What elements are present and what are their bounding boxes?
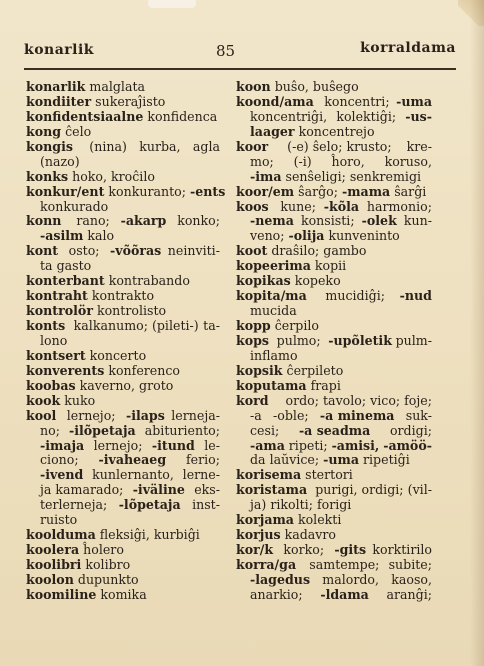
headword: kord (236, 392, 269, 408)
definition-text: ciono; (40, 452, 79, 468)
paper-tab (148, 0, 196, 8)
headword: -gits (334, 542, 367, 558)
headword: konn (26, 213, 62, 229)
dictionary-line (236, 379, 432, 394)
dictionary-line (236, 155, 432, 170)
definition-text: no; (40, 422, 60, 438)
definition-text: (nina) (85, 138, 127, 154)
headword: koomiline (26, 586, 97, 602)
dictionary-line (236, 543, 432, 558)
definition-text: malordo, (322, 571, 379, 587)
definition-text: lono (40, 332, 68, 348)
dictionary-line (236, 304, 432, 319)
headword: korra/ga (236, 557, 297, 572)
dictionary-line (26, 349, 220, 364)
headword: -amöö- (383, 437, 432, 453)
dictionary-line (236, 468, 432, 483)
definition-text: koncerto (85, 347, 147, 363)
headword: koor/em (236, 183, 295, 199)
dictionary-line (26, 183, 226, 200)
definition-text: ripetiĝi (359, 452, 410, 468)
dictionary-line (236, 274, 432, 289)
definition-text: ruisto (40, 512, 78, 528)
dictionary-line (26, 439, 220, 454)
dictionary-line (26, 319, 220, 334)
dictionary-line (26, 483, 220, 498)
definition-text: aranĝi; (386, 586, 432, 602)
headword: -olek (361, 213, 397, 229)
definition-text: kadavro (280, 527, 337, 543)
dictionary-line (26, 543, 220, 558)
headword: koobas (26, 377, 76, 393)
headword: -upõletik (328, 332, 392, 348)
headword: koor (236, 138, 269, 154)
definition-text: koncentri; (320, 93, 390, 109)
dictionary-line (26, 95, 220, 110)
headword: -ents (190, 183, 226, 199)
definition-text: le- (204, 437, 220, 453)
dictionary-line (236, 95, 432, 110)
definition-text: osto; (64, 243, 104, 259)
definition-text: kaverno, groto (75, 377, 174, 393)
headword: -ilõpetaja (68, 422, 136, 438)
headword: -uma (323, 452, 359, 468)
definition-text: samtempe; (305, 557, 380, 572)
headword: konverents (26, 362, 105, 378)
definition-text: kunveninto (324, 228, 400, 244)
headword: -akarp (120, 213, 167, 229)
headword: -nud (399, 288, 432, 304)
definition-text: stertori (301, 467, 353, 483)
definition-text: kolektiĝi; (336, 108, 397, 124)
definition-text: kre- (406, 138, 432, 154)
definition-text: pulmo; (272, 332, 325, 348)
dictionary-line (236, 140, 432, 155)
dictionary-line (236, 394, 432, 409)
definition-text: ferio; (186, 452, 220, 468)
headword: kontrolör (26, 303, 93, 319)
headword: -ivend (40, 467, 84, 483)
headword: korjama (236, 512, 294, 528)
definition-text: mucida (250, 303, 297, 319)
dictionary-line (26, 155, 220, 170)
definition-text: rano; (72, 213, 110, 229)
definition-text: konsisti; (300, 213, 355, 229)
dictionary-line (236, 334, 432, 349)
headword: korjus (236, 527, 281, 543)
headword: -lagedus (250, 571, 311, 587)
definition-text: pulm- (395, 332, 432, 348)
definition-text: ta gasto (40, 258, 92, 274)
definition-text: ŝarĝo; (294, 183, 342, 199)
definition-text: anarkio; (250, 586, 303, 602)
definition-text: terlerneja; (40, 497, 108, 513)
dictionary-line (26, 229, 220, 244)
definition-text: neinviti- (167, 243, 220, 259)
definition-text: (-i) (293, 153, 312, 169)
definition-text: sukeraĵisto (91, 93, 166, 109)
headword: -olija (288, 228, 325, 244)
definition-text: ĥolero (79, 542, 124, 558)
definition-text: buŝo, buŝego (270, 79, 359, 94)
definition-text: ĉerpileto (282, 362, 344, 378)
definition-text: purigi, ordigi; (311, 482, 404, 498)
definition-text: ordigi; (389, 422, 432, 438)
headword: -ilaps (125, 407, 165, 423)
definition-text: suk- (405, 407, 432, 423)
headword: korisema (236, 467, 302, 483)
dictionary-line (26, 409, 220, 424)
definition-text: lerneja- (171, 407, 220, 423)
dictionary-line (236, 170, 432, 185)
definition-text: veno; (250, 228, 289, 244)
definition-text: malglata (85, 79, 146, 94)
dictionary-line (26, 453, 220, 468)
dictionary-line (26, 588, 220, 603)
dictionary-line (236, 349, 432, 364)
headword: koputama (236, 377, 307, 393)
dictionary-line (26, 214, 220, 229)
definition-text: ja kamarado; (40, 482, 124, 498)
headword: konfidentsiaalne (26, 108, 144, 124)
definition-text: koncentrejo (294, 123, 375, 139)
headword: -lõpetaja (118, 497, 181, 513)
headword: kook (26, 392, 61, 408)
headword: kontraht (26, 288, 88, 304)
headword: -ivaheaeg (98, 452, 167, 468)
headword: koot (236, 243, 268, 259)
headword: kool (26, 407, 57, 423)
headword: -a seadma (298, 422, 371, 438)
header-last-word: korraldama (360, 40, 456, 56)
dictionary-line (26, 289, 220, 304)
definition-text: kolibro (81, 557, 131, 572)
definition-text: mucidiĝi; (321, 288, 385, 304)
headword: kontsert (26, 347, 86, 363)
headword: -iväline (132, 482, 185, 498)
dictionary-line (26, 573, 220, 588)
headword: kops (236, 332, 270, 348)
definition-text: draŝilo; gambo (267, 243, 367, 259)
dictionary-line (236, 453, 432, 468)
headword: -us- (405, 108, 432, 124)
definition-text: ŝarĝi (390, 183, 427, 199)
definition-text: kontrakto (87, 288, 155, 304)
headword: koos (236, 198, 269, 214)
definition-text: konkurado (40, 198, 109, 214)
left-column (26, 79, 226, 603)
definition-text: ĥoro, (331, 153, 365, 169)
dictionary-line (236, 573, 432, 588)
headword: kont (26, 243, 59, 259)
definition-text: agla (192, 138, 220, 154)
dictionary-line (236, 528, 432, 543)
dictionary-line (236, 259, 432, 274)
dictionary-line (26, 200, 220, 215)
definition-text: kopeko (290, 273, 341, 289)
definition-text: konfidenca (143, 108, 218, 124)
dictionary-line (26, 334, 220, 349)
dictionary-line (26, 468, 220, 483)
right-column (236, 80, 432, 603)
headword: -ldama (320, 586, 369, 602)
dictionary-line (26, 558, 220, 573)
definition-text: kurba, (139, 138, 181, 154)
definition-text: kolekti (293, 512, 342, 528)
headword: koolduma (26, 527, 96, 543)
page-number: 85 (216, 42, 236, 60)
headword: -ima (250, 168, 282, 184)
headword: konarlik (26, 79, 86, 94)
dictionary-line (236, 185, 432, 200)
definition-text: lerne- (182, 467, 220, 483)
dictionary-line (236, 319, 432, 334)
definition-text: kun- (403, 213, 432, 229)
definition-text: inflamo (250, 347, 298, 363)
dictionary-line (236, 424, 432, 439)
headword: kor/k (236, 542, 274, 558)
definition-text: kune; (276, 198, 316, 214)
definition-text: konkuranto; (104, 183, 190, 199)
definition-text: abituriento; (144, 422, 220, 438)
headword: konkur/ent (26, 183, 105, 199)
running-header (24, 38, 456, 70)
dictionary-line (26, 244, 220, 259)
dictionary-line (236, 229, 432, 244)
definition-text: mo; (250, 153, 274, 169)
dictionary-line (236, 558, 432, 573)
definition-text: da laŭvice; (250, 452, 324, 468)
definition-text: kunlernanto, (92, 467, 174, 483)
definition-text: konferenco (104, 362, 180, 378)
dictionary-line (26, 364, 220, 379)
headword: laager (250, 123, 295, 139)
headword: kopsik (236, 362, 283, 378)
headword: -itund (151, 437, 195, 453)
definition-text: dupunkto (73, 571, 139, 587)
definition-text: fleksiĝi, kurbiĝi (95, 527, 200, 543)
page-edge-shadow (470, 0, 484, 666)
dictionary-line (26, 274, 220, 289)
definition-text: kopii (310, 258, 347, 274)
definition-text: ordo; tavolo; vico; foje; (281, 392, 432, 408)
dictionary-line (26, 304, 220, 319)
definition-text: kontrolisto (92, 303, 167, 319)
dictionary-line (26, 513, 220, 528)
headword: kong (26, 123, 62, 139)
headword: kopikas (236, 273, 291, 289)
headword: -ama (250, 437, 285, 453)
definition-text: korko; (279, 542, 329, 558)
dictionary-line (236, 409, 432, 424)
headword: koond/ama (236, 93, 314, 109)
dictionary-line (236, 498, 432, 513)
definition-text: kuko (60, 392, 96, 408)
dictionary-line (236, 364, 432, 379)
definition-text: (-e) ŝelo; krusto; (283, 138, 392, 154)
dictionary-line (236, 289, 432, 304)
headword: -uma (396, 93, 432, 109)
dictionary-line (236, 80, 432, 95)
definition-text: subite; (388, 557, 432, 572)
definition-text: korktirilo (372, 542, 432, 558)
dictionary-line (26, 170, 220, 185)
dictionary-line (236, 588, 432, 603)
headword: -võõras (110, 243, 162, 259)
definition-text: lernejo; (62, 407, 120, 423)
dictionary-line (236, 125, 432, 140)
definition-text: konko; (177, 213, 220, 229)
headword: -a minema (319, 407, 395, 423)
definition-text: ĉelo (61, 123, 92, 139)
headword: kopp (236, 318, 271, 333)
dictionary-line (26, 259, 220, 274)
definition-text: senŝeligi; senkremigi (281, 168, 422, 184)
definition-text: -a (250, 407, 262, 423)
definition-text: harmonio; (366, 198, 432, 214)
dictionary-line (236, 244, 432, 259)
definition-text: lernejo; (93, 437, 143, 453)
definition-text: koruso, (384, 153, 432, 169)
definition-text: ripeti; (288, 437, 328, 453)
headword: -mama (342, 183, 391, 199)
definition-text: ja) rikolti; forigi (250, 497, 352, 513)
header-first-word: konarlik (24, 42, 95, 58)
definition-text: komika (96, 586, 147, 602)
dictionary-line (26, 125, 220, 140)
definition-text: kaoso, (391, 571, 432, 587)
definition-text: eks- (194, 482, 220, 498)
dictionary-line (236, 214, 432, 229)
headword: kondiiter (26, 93, 92, 109)
dictionary-line (26, 394, 220, 409)
headword: -amisi, (331, 437, 380, 453)
headword: kopita/ma (236, 288, 307, 304)
dictionary-line (26, 498, 220, 513)
definition-text: (nazo) (40, 153, 80, 169)
definition-text: koncentriĝi, (250, 108, 328, 124)
dictionary-line (236, 200, 432, 215)
headword: koolera (26, 542, 80, 558)
dictionary-line (26, 140, 220, 155)
headword: konts (26, 318, 66, 333)
dictionary-line (26, 528, 220, 543)
dictionary-line (236, 439, 432, 454)
headword: koon (236, 79, 271, 94)
definition-text: inst- (192, 497, 220, 513)
definition-text: kalkanumo; (pileti-) (69, 318, 199, 333)
dictionary-line (236, 513, 432, 528)
headword: koolon (26, 571, 74, 587)
headword: -imaja (40, 437, 85, 453)
dictionary-line (26, 110, 220, 125)
dictionary-line (236, 110, 432, 125)
headword: koolibri (26, 557, 82, 572)
headword: konterbant (26, 273, 105, 289)
dictionary-line (26, 379, 220, 394)
headword: kopeerima (236, 258, 311, 274)
dictionary-line (236, 483, 432, 498)
definition-text: kalo (83, 228, 115, 244)
headword: -nema (250, 213, 294, 229)
dictionary-line (26, 80, 220, 95)
headword: -kõla (323, 198, 360, 214)
definition-text: -oble; (273, 407, 309, 423)
definition-text: cesi; (250, 422, 280, 438)
definition-text: ĉerpilo (270, 318, 319, 333)
dictionary-line (26, 424, 220, 439)
definition-text: ta- (203, 318, 220, 333)
definition-text: frapi (306, 377, 341, 393)
definition-text: hoko, kroĉilo (68, 168, 155, 184)
headword: -asilm (40, 228, 84, 244)
definition-text: (vil- (407, 482, 432, 498)
headword: konks (26, 168, 69, 184)
headword: koristama (236, 482, 308, 498)
headword: kongis (26, 138, 73, 154)
definition-text: kontrabando (104, 273, 190, 289)
